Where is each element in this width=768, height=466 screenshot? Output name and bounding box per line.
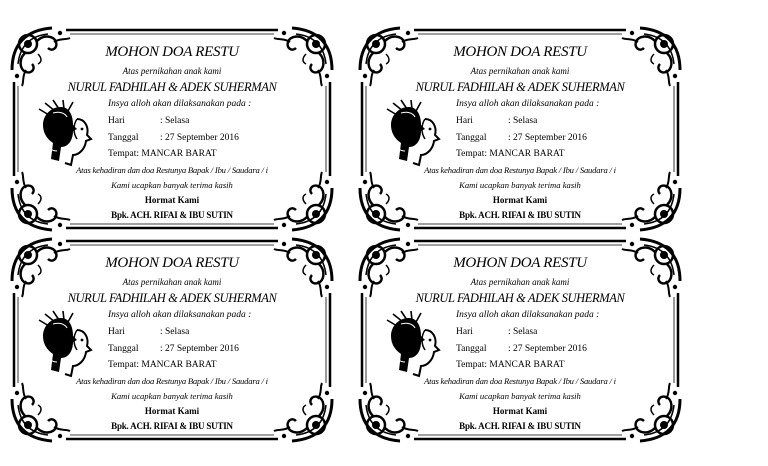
bride-groom-portrait-icon [381, 99, 441, 169]
date-value: : 27 September 2016 [160, 344, 239, 354]
card-title: MOHON DOA RESTU [453, 44, 587, 60]
attendance-text: Atas kehadiran dan doa Restunya Bapak / Ibu / Saudara / i [424, 376, 616, 386]
invitation-card-2 [356, 24, 684, 234]
attendance-text: Atas kehadiran dan doa Restunya Bapak / Ibu / Saudara / i [424, 165, 616, 175]
card-subtitle: Atas pernikahan anak kami [470, 66, 570, 76]
thanks-text: Kami ucapkan banyak terima kasih [459, 180, 581, 190]
bride-groom-portrait-icon [33, 310, 93, 380]
event-intro: Insya alloh akan dilaksanakan pada : [108, 310, 252, 320]
date-label: Tanggal [456, 133, 487, 143]
thanks-text: Kami ucapkan banyak terima kasih [111, 391, 233, 401]
thanks-text: Kami ucapkan banyak terima kasih [459, 391, 581, 401]
event-place: Tempat: MANCAR BARAT [456, 149, 565, 159]
day-value: : Selasa [508, 327, 538, 337]
card-subtitle: Atas pernikahan anak kami [122, 277, 222, 287]
sender-names: Bpk. ACH. RIFAI & IBU SUTIN [111, 421, 233, 431]
date-value: : 27 September 2016 [508, 344, 587, 354]
regards-text: Hormat Kami [492, 195, 548, 205]
date-label: Tanggal [456, 344, 487, 354]
bride-groom-portrait-icon [33, 99, 93, 169]
day-label: Hari [108, 327, 125, 337]
day-value: : Selasa [160, 327, 190, 337]
thanks-text: Kami ucapkan banyak terima kasih [111, 180, 233, 190]
regards-text: Hormat Kami [144, 195, 200, 205]
event-place: Tempat: MANCAR BARAT [456, 360, 565, 370]
card-title: MOHON DOA RESTU [453, 255, 587, 271]
invitation-card-1 [8, 24, 336, 234]
day-value: : Selasa [160, 116, 190, 126]
couple-names: NURUL FADHILAH & ADEK SUHERMAN [415, 291, 625, 305]
day-label: Hari [456, 116, 473, 126]
event-place: Tempat: MANCAR BARAT [108, 360, 217, 370]
attendance-text: Atas kehadiran dan doa Restunya Bapak / Ibu / Saudara / i [76, 165, 268, 175]
sender-names: Bpk. ACH. RIFAI & IBU SUTIN [459, 210, 581, 220]
day-label: Hari [456, 327, 473, 337]
couple-names: NURUL FADHILAH & ADEK SUHERMAN [67, 291, 277, 305]
card-subtitle: Atas pernikahan anak kami [122, 66, 222, 76]
event-intro: Insya alloh akan dilaksanakan pada : [456, 99, 600, 109]
regards-text: Hormat Kami [144, 406, 200, 416]
date-value: : 27 September 2016 [508, 133, 587, 143]
regards-text: Hormat Kami [492, 406, 548, 416]
sender-names: Bpk. ACH. RIFAI & IBU SUTIN [111, 210, 233, 220]
couple-names: NURUL FADHILAH & ADEK SUHERMAN [415, 80, 625, 94]
sender-names: Bpk. ACH. RIFAI & IBU SUTIN [459, 421, 581, 431]
date-label: Tanggal [108, 344, 139, 354]
day-value: : Selasa [508, 116, 538, 126]
event-intro: Insya alloh akan dilaksanakan pada : [456, 310, 600, 320]
day-label: Hari [108, 116, 125, 126]
card-title: MOHON DOA RESTU [105, 255, 239, 271]
attendance-text: Atas kehadiran dan doa Restunya Bapak / Ibu / Saudara / i [76, 376, 268, 386]
card-title: MOHON DOA RESTU [105, 44, 239, 60]
card-subtitle: Atas pernikahan anak kami [470, 277, 570, 287]
invitation-card-4 [356, 235, 684, 445]
event-place: Tempat: MANCAR BARAT [108, 149, 217, 159]
couple-names: NURUL FADHILAH & ADEK SUHERMAN [67, 80, 277, 94]
date-label: Tanggal [108, 133, 139, 143]
date-value: : 27 September 2016 [160, 133, 239, 143]
event-intro: Insya alloh akan dilaksanakan pada : [108, 99, 252, 109]
bride-groom-portrait-icon [381, 310, 441, 380]
invitation-card-3 [8, 235, 336, 445]
